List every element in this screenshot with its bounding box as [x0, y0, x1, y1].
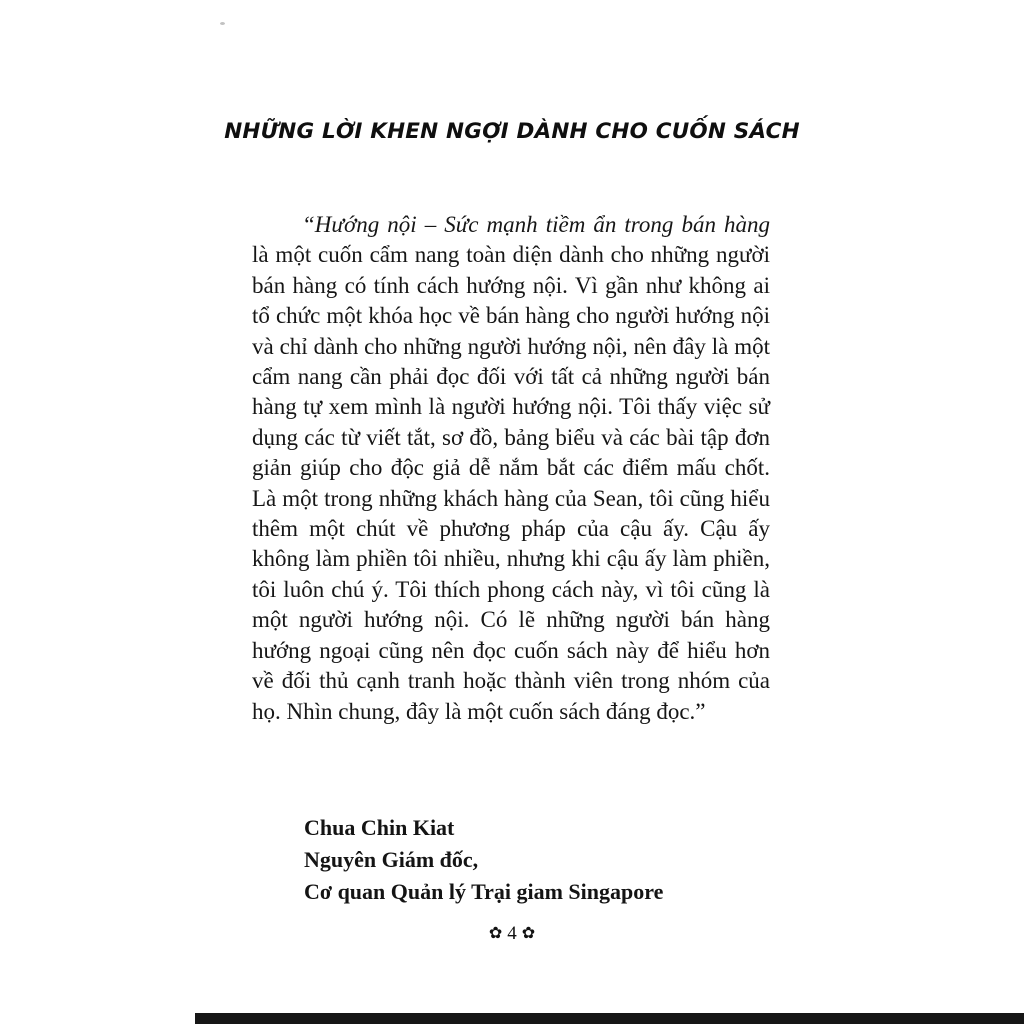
page-number-value: 4 [507, 923, 517, 944]
signature-org: Cơ quan Quản lý Trại giam Singapore [304, 879, 664, 904]
book-bottom-edge [195, 1013, 1024, 1024]
quote-body: là một cuốn cẩm nang toàn diện dành cho những người bán hàng có tính cách hướng nội. Vì gần như không ai tổ chức một khóa học về bán hàng cho người hướng nội và chỉ dành cho những người hướng nội, nên đây là một cẩm nang cần phải đọc đối với tất cả những người bán hàng tự xem mình là người hướng nội. Tôi thấy việc sử dụng các từ viết tắt, sơ đồ, bảng biểu và các bài tập đơn giản giúp cho độc giả dễ nắm bắt các điểm mấu chốt. Là một trong những khách hàng của Sean, tôi cũng hiểu thêm một chút về phương pháp của cậu ấy. Cậu ấy không làm phiền tôi nhiều, nhưng khi cậu ấy làm phiền, tôi luôn chú ý. Tôi thích phong cách này, vì tôi cũng là một người hướng nội. Có lẽ những người bán hàng hướng ngoại cũng nên đọc cuốn sách này để hiểu hơn về đối thủ cạnh tranh hoặc thành viên trong nhóm của họ. Nhìn chung, đây là một cuốn sách đáng đọc.” [252, 242, 770, 724]
quote-book-title: “Hướng nội – Sức mạnh tiềm ẩn trong bán hàng [302, 212, 770, 237]
flower-ornament-icon: ✿ [521, 923, 536, 942]
signature-block [304, 812, 663, 908]
signature-name: Chua Chin Kiat [304, 815, 455, 840]
page-title: NHỮNG LỜI KHEN NGỢI DÀNH CHO CUỐN SÁCH [224, 119, 800, 144]
page-number [0, 923, 1024, 945]
page-artifact-dot [220, 22, 225, 25]
flower-ornament-icon: ✿ [488, 923, 503, 942]
signature-title: Nguyên Giám đốc, [304, 847, 479, 872]
praise-quote [252, 210, 770, 727]
